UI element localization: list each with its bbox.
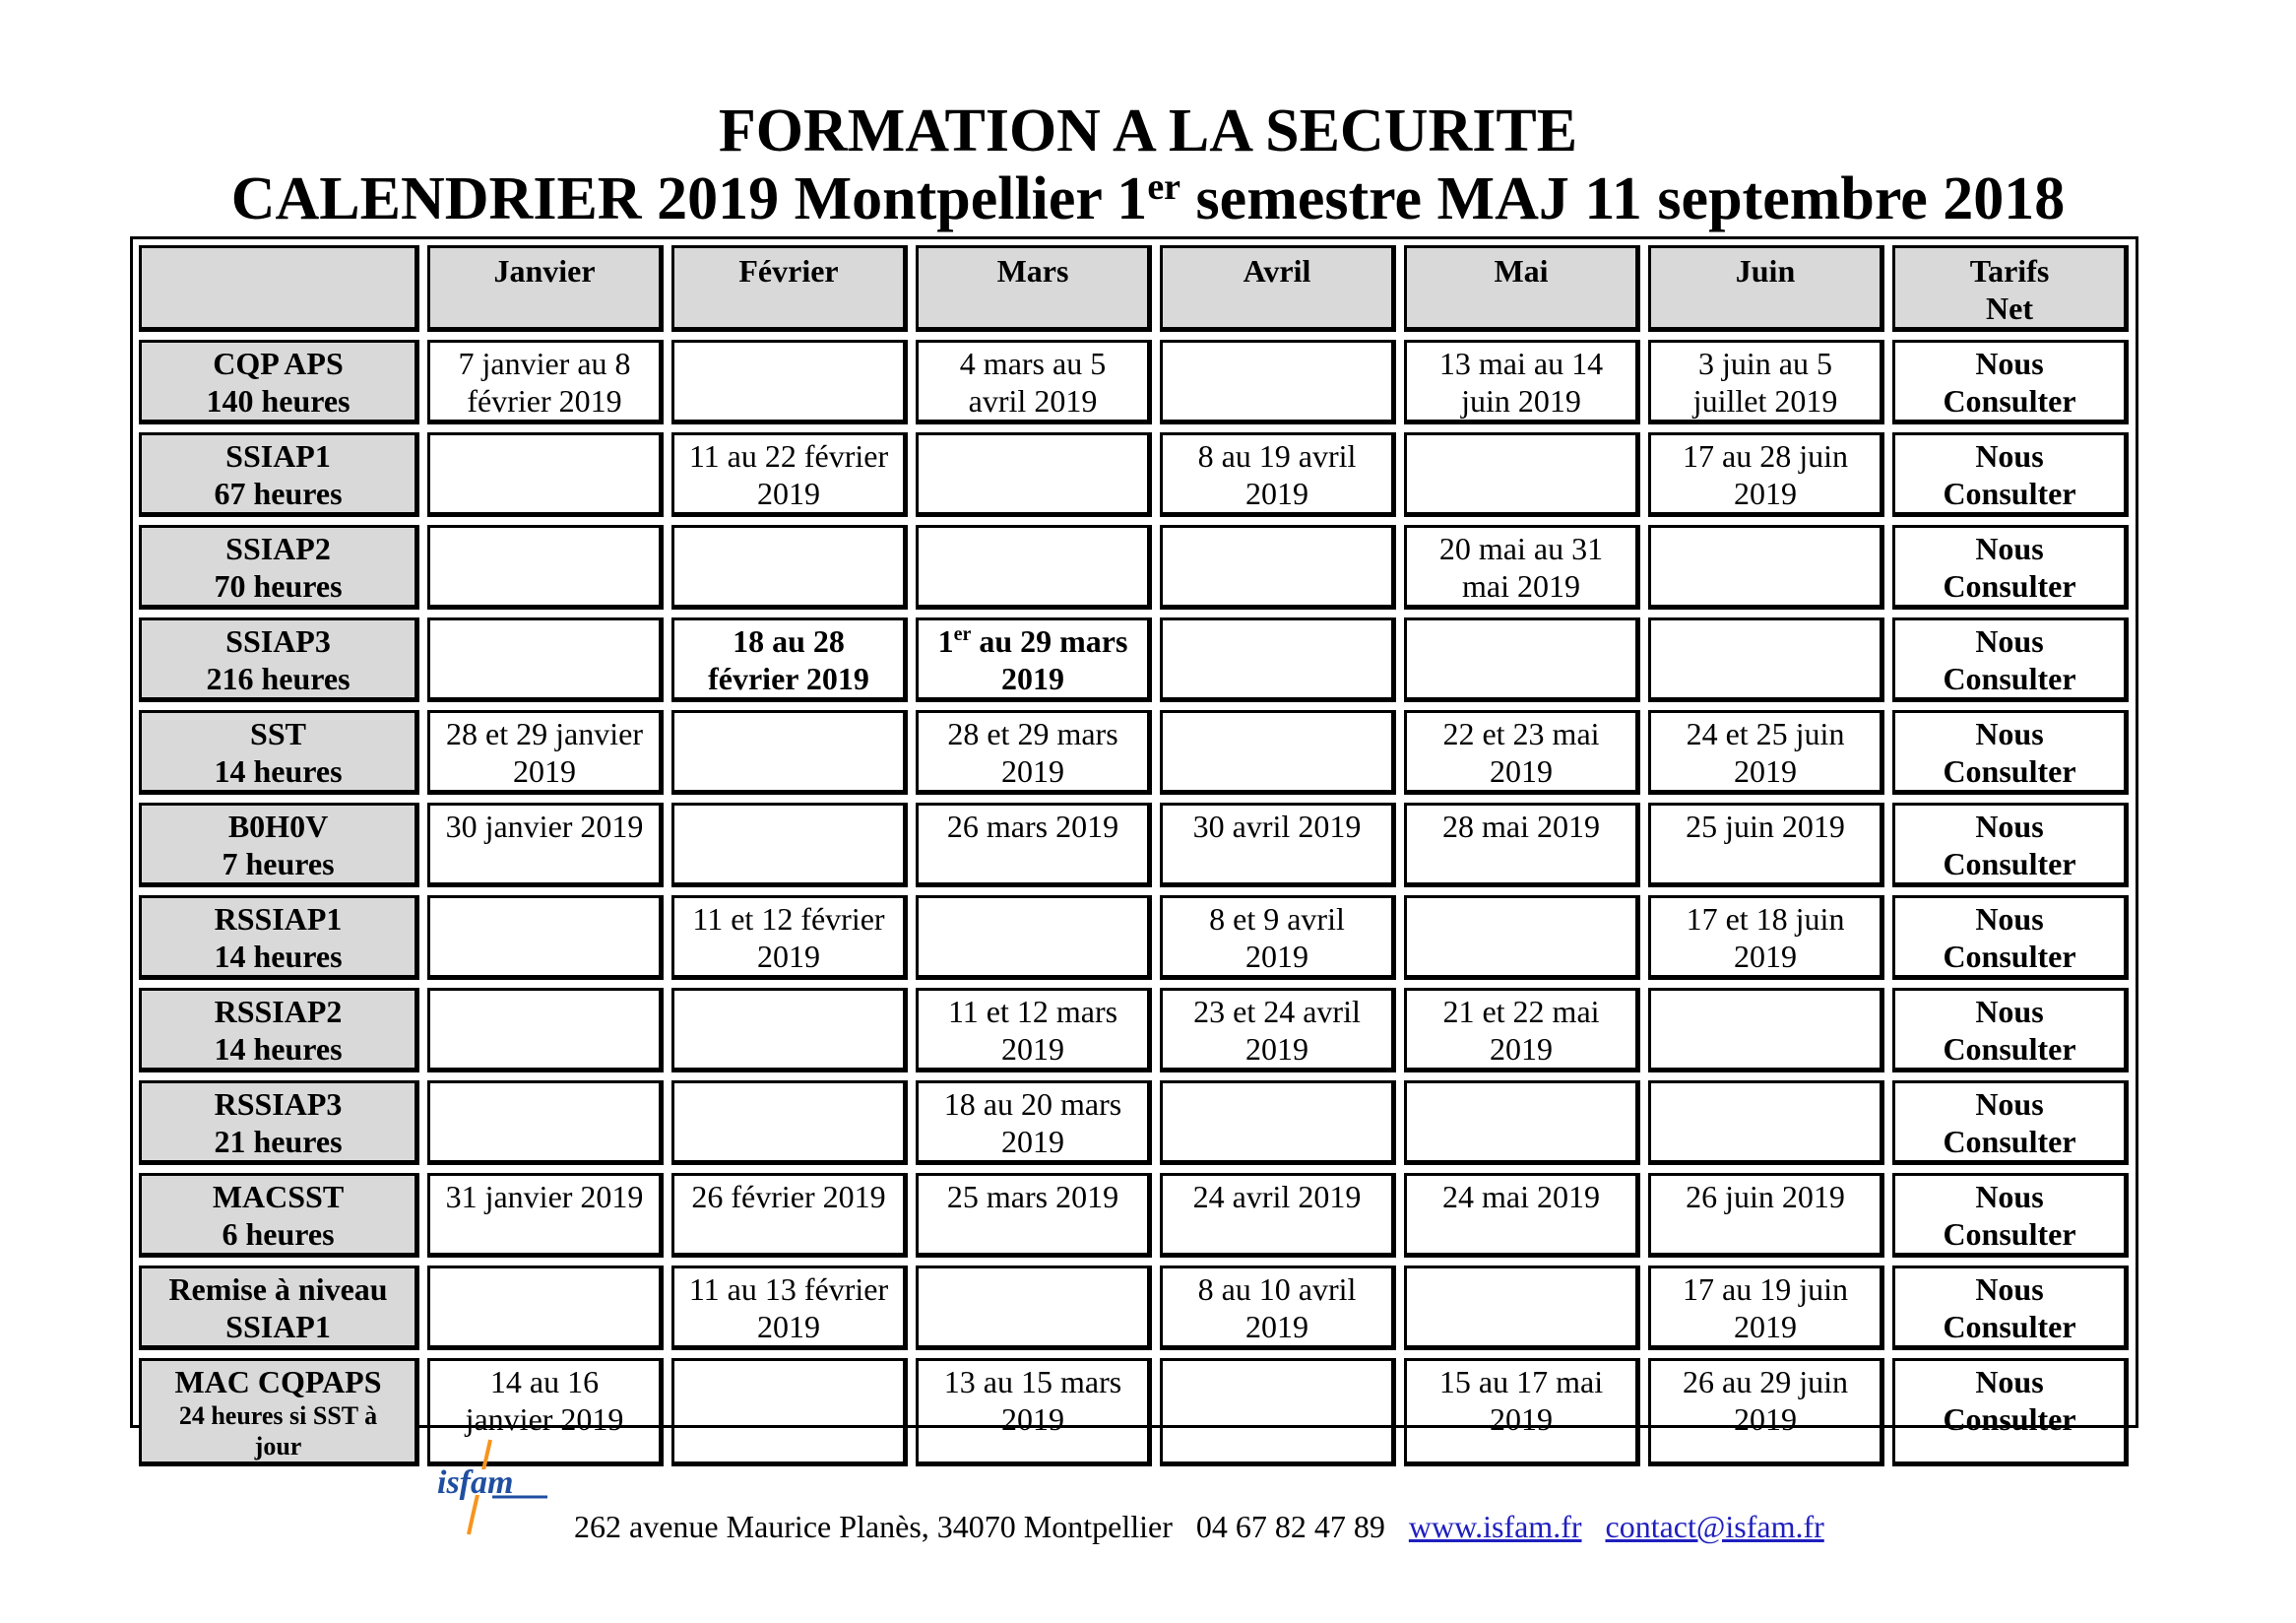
date-text: 11 au 13 février 2019 [688,1271,889,1344]
row-header [139,710,419,795]
date-cell [671,617,908,702]
date-text [1163,528,1391,530]
date-text: 17 et 18 juin 2019 [1686,901,1845,974]
table-row [139,803,2129,887]
date-text [674,343,903,345]
header-label: Mai [1494,253,1549,289]
subtitle-superscript: er [1147,166,1181,208]
date-cell [1404,617,1640,702]
row-label: B0H0V 7 heures [222,809,335,881]
date-text [1163,713,1391,715]
row-label: RSSIAP2 14 heures [214,994,343,1067]
date-text [1407,1083,1635,1085]
date-text: 18 au 20 mars 2019 [943,1086,1122,1159]
header-label: Juin [1735,253,1796,289]
date-cell [1404,340,1640,424]
date-cell [671,1266,908,1350]
date-text: 22 et 23 mai 2019 [1442,716,1600,789]
date-text: 13 mai au 14 juin 2019 [1438,346,1604,419]
date-text [1651,1083,1880,1085]
date-text: 21 et 22 mai 2019 [1442,994,1600,1067]
table-row [139,432,2129,517]
footer-website-link[interactable]: www.isfam.fr [1408,1509,1582,1544]
page-title: FORMATION A LA SECURITE [718,97,1578,164]
date-text: 7 janvier au 8 février 2019 [458,346,631,419]
date-text [919,898,1147,900]
date-text [430,991,659,993]
tarif-text: Nous Consulter [1943,1364,2076,1437]
tarif-text: Nous Consulter [1943,346,2076,419]
tarif-cell [1892,1358,2129,1466]
date-cell [1160,895,1396,980]
calendar-table-frame [130,236,2138,1461]
date-text: 8 au 10 avril 2019 [1197,1271,1357,1344]
date-cell [671,432,908,517]
date-text [430,435,659,437]
header-label [142,250,415,252]
date-text [430,620,659,622]
date-text: 11 et 12 février 2019 [692,901,885,974]
date-text: 23 et 24 avril 2019 [1193,994,1361,1067]
date-text: 15 au 17 mai 2019 [1438,1364,1604,1437]
row-header [139,617,419,702]
row-label: CQP APS 140 heures [206,346,351,419]
date-cell [1404,803,1640,887]
date-cell [671,1358,908,1466]
date-text [1651,991,1880,993]
date-text: 8 au 19 avril 2019 [1197,438,1357,511]
header-label: Février [738,253,839,289]
row-label: SSIAP1 67 heures [214,438,343,511]
date-cell [1648,988,1884,1072]
tarif-cell [1892,1173,2129,1258]
date-text [919,528,1147,530]
date-cell [1648,617,1884,702]
tarif-text: Nous Consulter [1943,1086,2076,1159]
footer-contact [574,1507,1824,1546]
row-header [139,1080,419,1165]
date-cell [671,525,908,610]
row-label: SSIAP3 216 heures [206,623,351,696]
tarif-cell [1892,803,2129,887]
date-cell [916,340,1152,424]
tarif-text: Nous Consulter [1943,531,2076,604]
date-text: 20 mai au 31 mai 2019 [1438,531,1604,604]
date-cell [1160,617,1396,702]
row-label: SSIAP2 70 heures [214,531,343,604]
tarif-cell [1892,988,2129,1072]
date-cell [916,525,1152,610]
date-cell [1160,803,1396,887]
date-cell [427,710,664,795]
header-cell [916,245,1152,332]
date-cell [1160,988,1396,1072]
date-cell [916,895,1152,980]
date-cell [1648,1080,1884,1165]
date-cell [671,1080,908,1165]
date-text: 30 janvier 2019 [445,809,644,844]
row-header [139,340,419,424]
subtitle-start: CALENDRIER 2019 Montpellier 1 [230,165,1148,232]
date-text: 14 au 16 janvier 2019 [465,1364,624,1437]
date-cell [916,1173,1152,1258]
tarif-text: Nous Consulter [1943,994,2076,1067]
date-text [1407,1268,1635,1270]
date-cell [427,895,664,980]
date-cell [1404,1080,1640,1165]
date-cell [1160,340,1396,424]
date-cell [1404,525,1640,610]
row-label: RSSIAP3 21 heures [214,1086,343,1159]
row-sublabel: 24 heures si SST à jour [178,1401,378,1461]
date-text: 26 février 2019 [691,1179,886,1214]
date-text [674,1361,903,1363]
row-label: MACSST 6 heures [212,1179,345,1252]
table-row [139,710,2129,795]
date-cell [1404,988,1640,1072]
tarif-cell [1892,432,2129,517]
tarif-cell [1892,525,2129,610]
date-cell [1160,432,1396,517]
date-cell [671,340,908,424]
date-text [430,528,659,530]
date-cell [1160,1358,1396,1466]
date-cell [916,988,1152,1072]
date-text [1407,898,1635,900]
date-cell [916,1266,1152,1350]
date-cell [1160,1173,1396,1258]
tarif-cell [1892,340,2129,424]
table-body [139,340,2129,1466]
date-cell [1648,340,1884,424]
date-text [430,1083,659,1085]
date-cell [1648,525,1884,610]
header-cell [1892,245,2129,332]
date-cell [427,525,664,610]
row-header [139,1358,419,1466]
date-cell [1404,710,1640,795]
date-cell [671,988,908,1072]
row-label: SST 14 heures [214,716,343,789]
date-text [1407,620,1635,622]
date-text [919,1268,1147,1270]
row-label: MAC CQPAPS [174,1364,382,1399]
date-cell [1648,1358,1884,1466]
date-text [1163,343,1391,345]
date-text: 28 mai 2019 [1442,809,1600,844]
header-cell [1160,245,1396,332]
table-row [139,1080,2129,1165]
row-label: RSSIAP1 14 heures [214,901,343,974]
date-text [674,1083,903,1085]
tarif-text: Nous Consulter [1943,1179,2076,1252]
date-cell [427,988,664,1072]
date-text: 11 et 12 mars 2019 [947,994,1118,1067]
row-header [139,988,419,1072]
header-cell [671,245,908,332]
date-cell [916,803,1152,887]
date-text [1651,528,1880,530]
date-cell [1404,895,1640,980]
calendar-table [131,237,2137,1474]
logo-text: isfam [437,1464,514,1501]
table-row [139,617,2129,702]
header-cell [427,245,664,332]
table-row [139,988,2129,1072]
date-cell [671,895,908,980]
tarif-cell [1892,1080,2129,1165]
header-corner [139,245,419,332]
date-text [1163,620,1391,622]
page-subtitle [0,163,2296,234]
date-text: 25 mars 2019 [946,1179,1119,1214]
header-label: Tarifs Net [1969,253,2050,326]
date-cell [1404,1358,1640,1466]
subtitle-end: semestre MAJ 11 septembre 2018 [1180,165,2066,232]
date-cell [916,1358,1152,1466]
date-cell [1160,525,1396,610]
footer-email-link[interactable]: contact@isfam.fr [1605,1509,1824,1544]
date-text: 3 juin au 5 juillet 2019 [1692,346,1838,419]
date-text: 24 mai 2019 [1442,1179,1600,1214]
date-cell [427,340,664,424]
tarif-text: Nous Consulter [1943,809,2076,881]
date-text: 26 mars 2019 [946,809,1119,844]
header-cell [1648,245,1884,332]
row-header [139,895,419,980]
date-text: 30 avril 2019 [1192,809,1362,844]
date-text [430,898,659,900]
date-text: 13 au 15 mars 2019 [943,1364,1122,1437]
table-row [139,525,2129,610]
date-cell [1404,1173,1640,1258]
date-cell [916,617,1152,702]
header-label: Avril [1243,253,1311,289]
date-text: 8 et 9 avril 2019 [1209,901,1345,974]
date-cell [1160,1266,1396,1350]
date-cell [1648,432,1884,517]
table-row [139,340,2129,424]
date-text [919,435,1147,437]
row-header [139,432,419,517]
tarif-text: Nous Consulter [1943,901,2076,974]
date-text: 24 avril 2019 [1192,1179,1362,1214]
date-cell [427,1080,664,1165]
row-label: Remise à niveau SSIAP1 [168,1271,388,1344]
date-text: 11 au 22 février 2019 [688,438,889,511]
row-header [139,803,419,887]
date-cell [1648,803,1884,887]
tarif-cell [1892,710,2129,795]
date-cell [1648,1173,1884,1258]
date-text [1651,620,1880,622]
date-cell [1648,710,1884,795]
table-row [139,1173,2129,1258]
tarif-cell [1892,617,2129,702]
table-row [139,1266,2129,1350]
date-text: 18 au 28 février 2019 [708,623,869,696]
date-text: 17 au 19 juin 2019 [1683,1271,1848,1344]
tarif-text: Nous Consulter [1943,623,2076,696]
date-cell [671,1173,908,1258]
date-text: 26 au 29 juin 2019 [1683,1364,1848,1437]
date-cell [427,803,664,887]
table-header-row [139,245,2129,332]
date-cell [427,617,664,702]
date-text: 17 au 28 juin 2019 [1683,438,1848,511]
date-text [1407,435,1635,437]
tarif-text: Nous Consulter [1943,1271,2076,1344]
date-text [674,713,903,715]
row-header [139,1173,419,1258]
date-cell [1404,1266,1640,1350]
date-text [430,1268,659,1270]
date-text [674,991,903,993]
date-text: 28 et 29 janvier 2019 [446,716,643,789]
date-text [674,528,903,530]
date-text: 26 juin 2019 [1686,1179,1845,1214]
date-text [1163,1361,1391,1363]
date-text: 28 et 29 mars 2019 [947,716,1118,789]
tarif-text: Nous Consulter [1943,438,2076,511]
row-header [139,525,419,610]
date-cell [671,803,908,887]
date-cell [1160,1080,1396,1165]
date-text [1163,1083,1391,1085]
table-row [139,895,2129,980]
header-label: Janvier [493,253,596,289]
footer-address: 262 avenue Maurice Planès, 34070 Montpellier [574,1509,1173,1544]
date-cell [427,1266,664,1350]
date-text [674,806,903,808]
date-cell [671,710,908,795]
date-text: 4 mars au 5 avril 2019 [959,346,1107,419]
date-cell [916,432,1152,517]
date-cell [1404,432,1640,517]
header-cell [1404,245,1640,332]
date-cell [1648,1266,1884,1350]
date-cell [1648,895,1884,980]
date-text: 1er au 29 mars 2019 [937,623,1128,696]
date-cell [1160,710,1396,795]
isfam-logo [433,1438,551,1536]
date-cell [427,432,664,517]
date-cell [916,710,1152,795]
tarif-cell [1892,895,2129,980]
date-text: 24 et 25 juin 2019 [1686,716,1845,789]
date-text: 25 juin 2019 [1686,809,1845,844]
tarif-text: Nous Consulter [1943,716,2076,789]
row-header [139,1266,419,1350]
tarif-cell [1892,1266,2129,1350]
header-label: Mars [996,253,1069,289]
footer-phone: 04 67 82 47 89 [1195,1509,1385,1544]
date-text: 31 janvier 2019 [445,1179,644,1214]
date-cell [427,1173,664,1258]
date-cell [916,1080,1152,1165]
